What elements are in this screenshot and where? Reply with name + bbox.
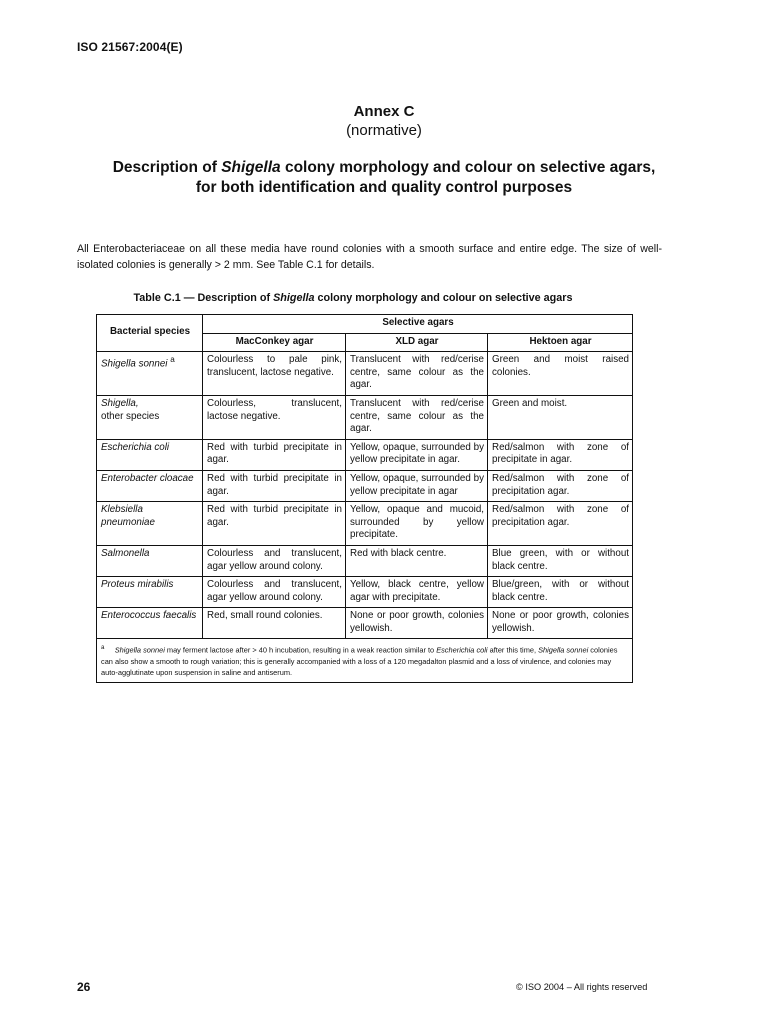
hektoen-cell: Green and moist raised colonies. — [488, 352, 633, 396]
macconkey-cell: Red, small round colonies. — [203, 608, 346, 639]
section-title-genus: Shigella — [221, 159, 281, 176]
footnote-species: Escherichia coli — [436, 645, 488, 655]
footnote-species: Shigella sonnei — [538, 645, 589, 655]
macconkey-cell: Colourless and translucent, agar yellow around colony. — [203, 545, 346, 576]
footnote-text: may ferment lactose after > 40 h incubation, resulting in a weak reaction similar to — [164, 645, 437, 655]
annex-subtitle: (normative) — [346, 122, 422, 139]
xld-cell: Yellow, black centre, yellow agar with precipitate. — [346, 577, 488, 608]
section-title — [60, 158, 708, 198]
table-footnote-row — [97, 639, 633, 682]
header-bacterial-species: Bacterial species — [97, 315, 203, 352]
xld-cell: Yellow, opaque, surrounded by yellow precipitate in agar. — [346, 439, 488, 470]
species-cell: Proteus mirabilis — [97, 577, 203, 608]
footnote-text: after this time, — [487, 645, 539, 655]
table-caption-genus: Shigella — [273, 292, 315, 304]
footnote-text: colonies can also show a smooth to rough variation; this is generally accompanied with a loss of a 120 megadalton plasmid and a loss of virulence, and colonies may auto-agglutinate upon suspension in saline and antiserum. — [101, 645, 618, 677]
macconkey-cell: Colourless, translucent, lactose negative. — [203, 395, 346, 439]
macconkey-cell: Red with turbid precipitate in agar. — [203, 502, 346, 546]
intro-paragraph: All Enterobacteriaceae on all these media have round colonies with a smooth surface and entire edge. The size of well-isolated colonies is generally > 2 mm. See Table C.1 for details. — [77, 243, 662, 271]
hektoen-cell: Blue/green, with or without black centre. — [488, 577, 633, 608]
species-cell: Enterobacter cloacae — [97, 470, 203, 501]
xld-cell: Yellow, opaque and mucoid, surrounded by yellow precipitate. — [346, 502, 488, 546]
species-cell — [97, 352, 203, 396]
copyright-notice: © ISO 2004 – All rights reserved — [516, 982, 648, 992]
section-title-text-cont: colony morphology and colour on selective agars, — [280, 159, 656, 176]
macconkey-cell: Colourless to pale pink, translucent, lactose negative. — [203, 352, 346, 396]
table-row — [97, 439, 633, 470]
hektoen-cell: Red/salmon with zone of precipitation agar. — [488, 502, 633, 546]
table-row — [97, 608, 633, 639]
hektoen-cell: Red/salmon with zone of precipitate in agar. — [488, 439, 633, 470]
macconkey-cell: Colourless and translucent, agar yellow around colony. — [203, 577, 346, 608]
header-hektoen: Hektoen agar — [488, 333, 633, 352]
table-row — [97, 395, 633, 439]
hektoen-cell: Green and moist. — [488, 395, 633, 439]
footnote-marker: a — [101, 644, 105, 652]
macconkey-cell: Red with turbid precipitate in agar. — [203, 470, 346, 501]
xld-cell: Translucent with red/cerise centre, same colour as the agar. — [346, 352, 488, 396]
macconkey-cell: Red with turbid precipitate in agar. — [203, 439, 346, 470]
table-caption-text: Table C.1 — Description of — [133, 292, 274, 304]
annex-heading — [0, 103, 768, 140]
footnote-species: Shigella sonnei — [114, 645, 165, 655]
table-row — [97, 502, 633, 546]
hektoen-cell: Blue green, with or without black centre. — [488, 545, 633, 576]
header-macconkey: MacConkey agar — [203, 333, 346, 352]
table-row — [97, 352, 633, 396]
page-number: 26 — [77, 980, 91, 994]
table-row — [97, 577, 633, 608]
species-name: Shigella sonnei — [101, 358, 168, 370]
species-cell — [97, 395, 203, 439]
species-cell: Salmonella — [97, 545, 203, 576]
morphology-table — [96, 314, 633, 683]
header-xld: XLD agar — [346, 333, 488, 352]
header-selective-agars: Selective agars — [203, 315, 633, 334]
table-footnote — [97, 639, 633, 682]
xld-cell: Yellow, opaque, surrounded by yellow precipitate in agar — [346, 470, 488, 501]
xld-cell: None or poor growth, colonies yellowish. — [346, 608, 488, 639]
species-cell: Klebsiella pneumoniae — [97, 502, 203, 546]
hektoen-cell: None or poor growth, colonies yellowish. — [488, 608, 633, 639]
hektoen-cell: Red/salmon with zone of precipitation agar. — [488, 470, 633, 501]
document-code: ISO 21567:2004(E) — [77, 40, 183, 54]
table-caption — [0, 292, 706, 304]
xld-cell: Translucent with red/cerise centre, same colour as the agar. — [346, 395, 488, 439]
species-name: Shigella, — [101, 397, 139, 409]
section-title-text: Description of — [112, 159, 222, 176]
species-qualifier: other species — [101, 410, 160, 422]
footnote-ref: a — [170, 355, 175, 365]
table-row — [97, 545, 633, 576]
species-cell: Enterococcus faecalis — [97, 608, 203, 639]
xld-cell: Red with black centre. — [346, 545, 488, 576]
section-title-line2: for both identification and quality control purposes — [195, 179, 573, 196]
table-row — [97, 470, 633, 501]
table-caption-text-cont: colony morphology and colour on selective agars — [314, 292, 573, 304]
table-header-row — [97, 315, 633, 334]
annex-title: Annex C — [353, 103, 415, 120]
species-cell: Escherichia coli — [97, 439, 203, 470]
